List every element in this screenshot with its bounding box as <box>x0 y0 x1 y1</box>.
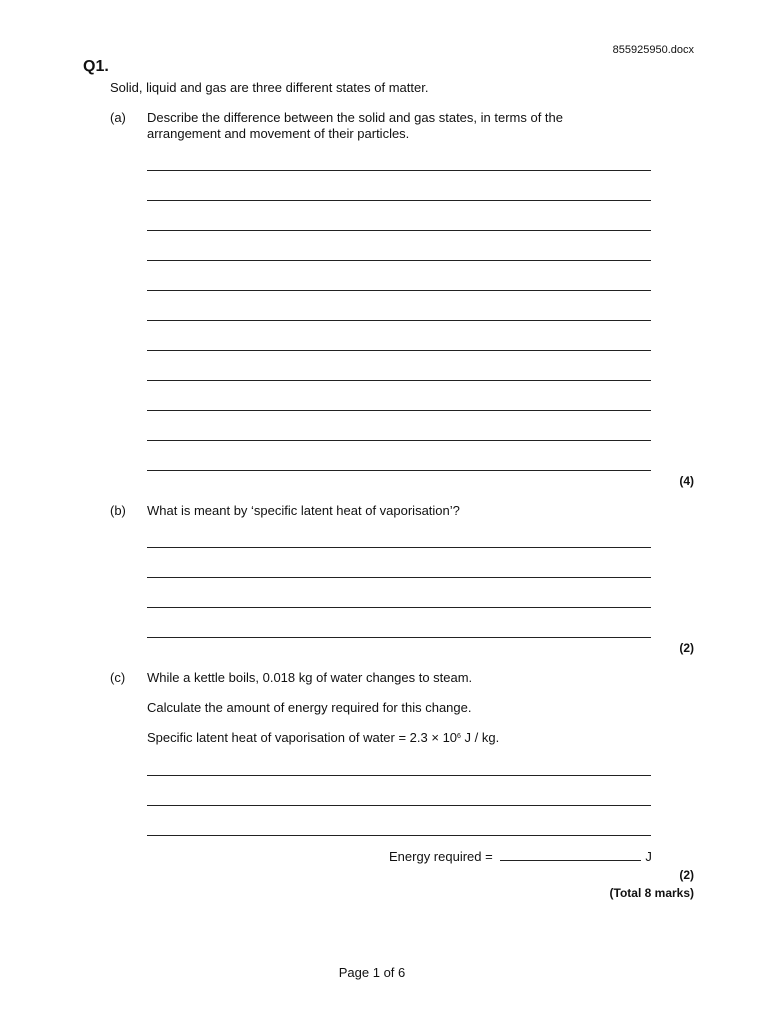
energy-unit: J <box>645 849 652 864</box>
part-c-exponent: 6 <box>457 733 461 740</box>
answer-line[interactable] <box>147 410 651 411</box>
question-number: Q1. <box>83 58 109 75</box>
document-filename: 855925950.docx <box>612 44 694 56</box>
energy-answer-blank[interactable] <box>500 849 641 861</box>
part-c-text-3 <box>147 730 627 746</box>
answer-line[interactable] <box>147 350 651 351</box>
part-c-label: (c) <box>110 670 126 685</box>
answer-line[interactable] <box>147 637 651 638</box>
answer-line[interactable] <box>147 607 651 608</box>
part-a-marks: (4) <box>679 474 694 488</box>
energy-label: Energy required = <box>389 849 497 864</box>
answer-line[interactable] <box>147 320 651 321</box>
part-b-marks: (2) <box>679 641 694 655</box>
answer-line[interactable] <box>147 547 651 548</box>
part-c-text-1: While a kettle boils, 0.018 kg of water changes to steam. <box>147 670 473 685</box>
answer-line[interactable] <box>147 577 651 578</box>
part-a-label: (a) <box>110 110 126 125</box>
question-intro: Solid, liquid and gas are three different states of matter. <box>110 80 429 95</box>
answer-line[interactable] <box>147 470 651 471</box>
part-c-text-3-suffix: J / kg. <box>460 730 500 745</box>
answer-line[interactable] <box>147 230 651 231</box>
part-a-question: Describe the difference between the solid and gas states, in terms of the arrangement and movement of their particles. <box>147 110 563 141</box>
total-marks: (Total 8 marks) <box>609 886 694 900</box>
answer-line[interactable] <box>147 440 651 441</box>
answer-line[interactable] <box>147 380 651 381</box>
answer-line[interactable] <box>147 835 651 836</box>
part-c-text-2: Calculate the amount of energy required for this change. <box>147 700 472 715</box>
part-c-marks: (2) <box>679 868 694 882</box>
answer-line[interactable] <box>147 200 651 201</box>
part-c-text-3-prefix: Specific latent heat of vaporisation of water = 2.3 × 10 <box>147 730 458 745</box>
answer-line[interactable] <box>147 260 651 261</box>
part-b-label: (b) <box>110 503 126 518</box>
page-footer: Page 1 of 6 <box>338 965 406 980</box>
answer-line[interactable] <box>147 805 651 806</box>
answer-line[interactable] <box>147 170 651 171</box>
energy-answer-row <box>389 849 652 864</box>
answer-line[interactable] <box>147 775 651 776</box>
answer-line[interactable] <box>147 290 651 291</box>
part-b-question: What is meant by ‘specific latent heat of vaporisation’? <box>147 503 460 518</box>
